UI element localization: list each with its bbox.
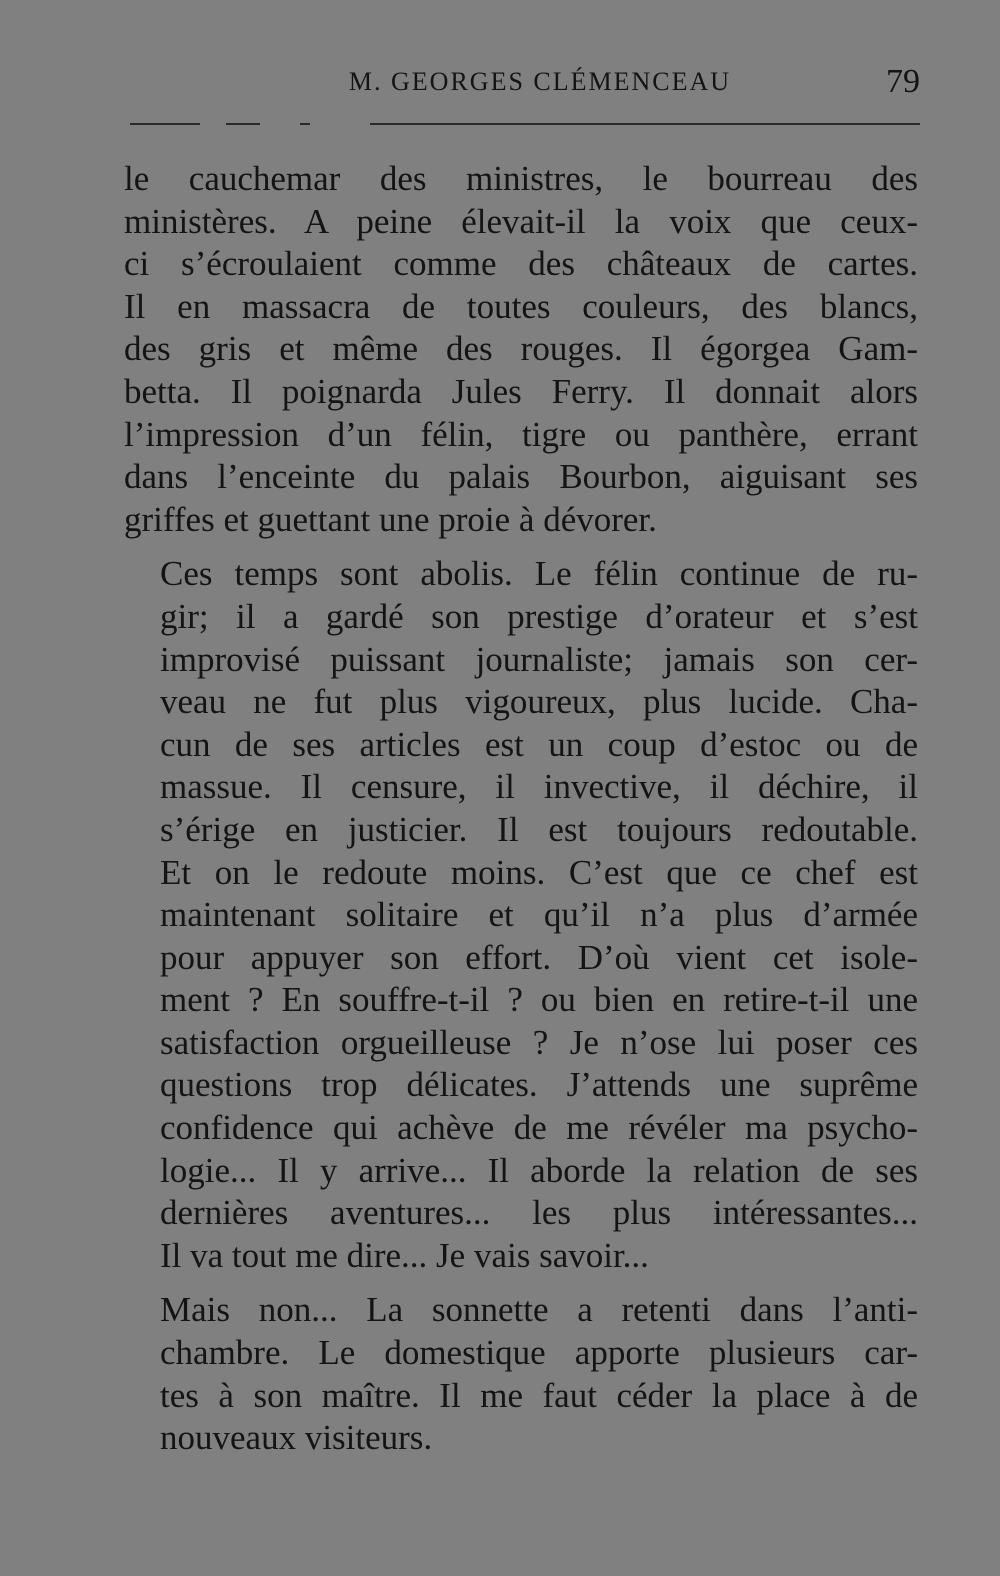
text-line: le cauchemar des ministres, le bourreau des — [124, 159, 918, 198]
text-line: nouveaux visiteurs. — [160, 1418, 433, 1458]
text-line: tes à son maître. Il me faut céder la place à de — [160, 1375, 918, 1415]
text-line: chambre. Le domestique apporte plusieurs car- — [160, 1333, 918, 1373]
text-line: betta. Il poignarda Jules Ferry. Il donnait alors — [124, 371, 918, 411]
text-line: ministères. A peine élevait-il la voix que ceux- — [124, 201, 918, 241]
running-title: M. GEORGES CLÉMENCEAU — [348, 67, 732, 96]
body-text — [124, 158, 918, 1460]
text-line: maintenant solitaire et qu’il n’a plus d’armée — [160, 895, 918, 935]
paragraph — [124, 553, 918, 1277]
text-line: dernières aventures... les plus intéressantes... — [160, 1193, 918, 1233]
running-head — [120, 60, 920, 104]
text-line: Ces temps sont abolis. Le félin continue de ru- — [160, 554, 918, 594]
text-line: massue. Il censure, il invective, il déchire, il — [160, 767, 918, 807]
text-line: confidence qui achève de me révéler ma psycho- — [160, 1108, 918, 1148]
text-line: satisfaction orgueilleuse ? Je n’ose lui poser ces — [160, 1022, 918, 1062]
text-line: l’impression d’un félin, tigre ou panthère, errant — [124, 414, 918, 454]
text-line: ment ? En souffre-t-il ? ou bien en retire-t-il une — [160, 980, 918, 1020]
text-line: improvisé puissant journaliste; jamais son cer- — [160, 639, 918, 679]
text-line: logie... Il y arrive... Il aborde la relation de ses — [160, 1150, 918, 1190]
text-line: Il va tout me dire... Je vais savoir... — [160, 1235, 649, 1275]
text-line: des gris et même des rouges. Il égorgea Gam- — [124, 329, 918, 369]
text-line: gir; il a gardé son prestige d’orateur et s’est — [160, 596, 918, 636]
text-line: Mais non... La sonnette a retenti dans l’anti- — [160, 1290, 918, 1330]
text-line: s’érige en justicier. Il est toujours redoutable. — [160, 809, 918, 849]
text-line: dans l’enceinte du palais Bourbon, aiguisant ses — [124, 457, 918, 497]
text-line: pour appuyer son effort. D’où vient cet isole- — [160, 937, 918, 977]
text-line: ci s’écroulaient comme des châteaux de cartes. — [124, 244, 918, 284]
text-line: veau ne fut plus vigoureux, plus lucide. Cha- — [160, 682, 918, 722]
text-line: questions trop délicates. J’attends une suprême — [160, 1065, 918, 1105]
text-line: Il en massacra de toutes couleurs, des blancs, — [124, 286, 918, 326]
paragraph — [124, 1289, 918, 1459]
paragraph — [124, 158, 918, 541]
page-number: 79 — [886, 63, 920, 100]
text-line: griffes et guettant une proie à dévorer. — [124, 499, 657, 539]
header-rule — [130, 123, 920, 125]
text-line: cun de ses articles est un coup d’estoc ou de — [160, 724, 918, 764]
text-line: Et on le redoute moins. C’est que ce chef est — [160, 852, 918, 892]
